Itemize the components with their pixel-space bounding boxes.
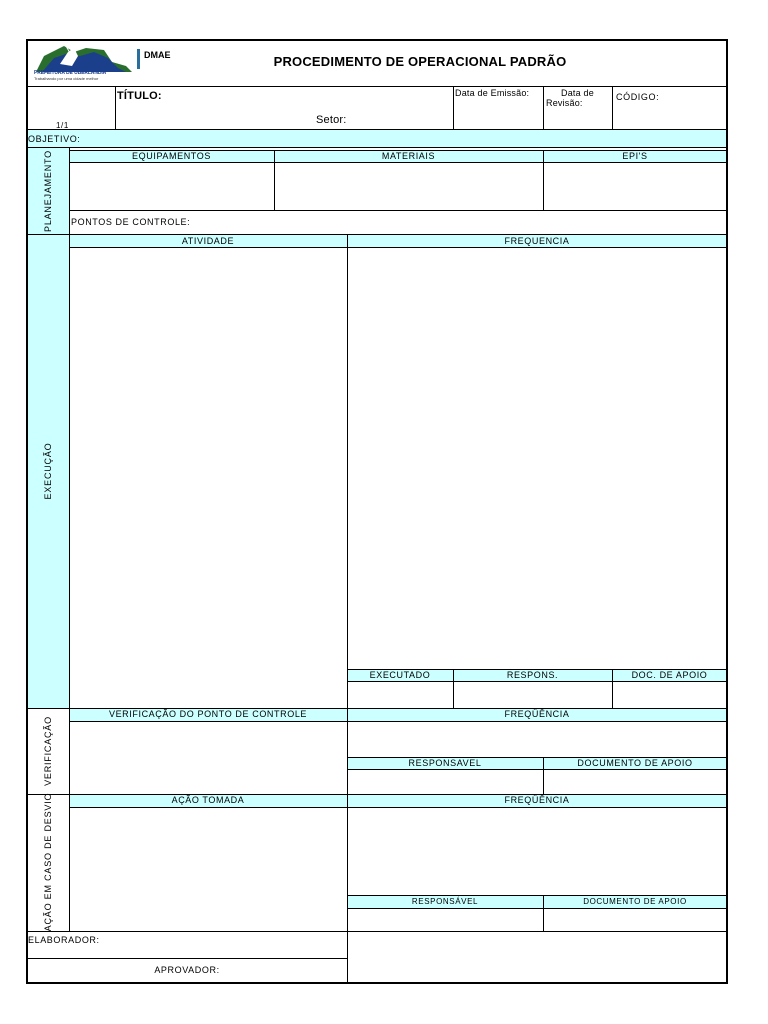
col-desvio-responsavel: RESPONSÁVEL bbox=[411, 897, 479, 906]
elaborador-label: ELABORADOR: bbox=[28, 935, 100, 945]
revisao-label-1: Data de bbox=[561, 88, 594, 98]
col-acao-tomada: AÇÃO TOMADA bbox=[171, 795, 245, 805]
titulo-label: TÍTULO: bbox=[117, 90, 162, 102]
desvio-section-label: AÇÃO EM CASO DE DESVIO bbox=[43, 792, 53, 932]
col-epis: EPI'S bbox=[622, 151, 648, 161]
objetivo-label: OBJETIVO: bbox=[28, 134, 81, 144]
page-number: 1/1 bbox=[56, 122, 69, 128]
planejamento-section-label: PLANEJAMENTO bbox=[43, 150, 53, 232]
verificacao-section-label: VERIFICAÇÃO bbox=[43, 716, 53, 786]
col-verificacao-documento: DOCUMENTO DE APOIO bbox=[577, 758, 693, 768]
form-border bbox=[26, 39, 728, 984]
col-verificacao-ponto: VERIFICAÇÃO DO PONTO DE CONTROLE bbox=[108, 709, 308, 719]
org-name: PREFEITURA DE UBERLÂNDIA bbox=[34, 70, 107, 76]
col-doc-apoio: DOC. DE APOIO bbox=[631, 670, 708, 680]
codigo-label: CÓDIGO: bbox=[616, 92, 660, 102]
execucao-section-label: EXECUÇÃO bbox=[43, 442, 53, 500]
pontos-controle-label: PONTOS DE CONTROLE: bbox=[71, 217, 191, 227]
col-executado: EXECUTADO bbox=[369, 670, 431, 680]
org-slogan: Trabalhando por uma cidade melhor bbox=[34, 76, 99, 81]
col-frequencia: FREQUENCIA bbox=[504, 236, 570, 246]
col-atividade: ATIVIDADE bbox=[181, 236, 235, 246]
col-respons: RESPONS. bbox=[506, 670, 559, 680]
dmae-label: DMAE bbox=[144, 50, 171, 60]
setor-label: Setor: bbox=[316, 114, 347, 126]
col-verificacao-responsavel: RESPONSAVEL bbox=[408, 758, 482, 768]
prefeitura-logo bbox=[34, 44, 134, 84]
col-desvio-frequencia: FREQÜÊNCIA bbox=[504, 795, 570, 805]
revisao-label-2: Revisão: bbox=[546, 98, 583, 108]
col-equipamentos: EQUIPAMENTOS bbox=[132, 151, 211, 161]
col-verificacao-frequencia: FREQÜÊNCIA bbox=[504, 709, 570, 719]
col-desvio-documento: DOCUMENTO DE APOIO bbox=[583, 897, 687, 906]
page-title: PROCEDIMENTO DE OPERACIONAL PADRÃO bbox=[273, 54, 567, 69]
dmae-mark bbox=[137, 49, 140, 69]
emissao-label: Data de Emissão: bbox=[455, 88, 530, 98]
col-materiais: MATERIAIS bbox=[381, 151, 436, 161]
aprovador-label: APROVADOR: bbox=[154, 965, 220, 975]
